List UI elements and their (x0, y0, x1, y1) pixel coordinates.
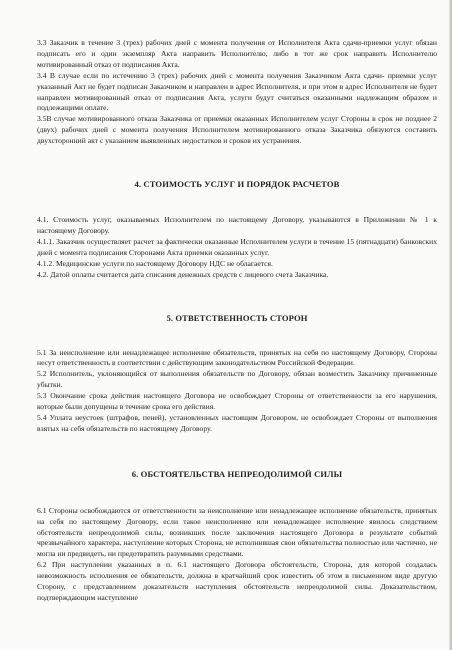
clause-3-4: 3.4 В случае если по истечению 3 (трех) рабочих дней с момента получения Заказчиком Акта сдачи- приемки услуг указанный Акт не будет подписан Заказчиком и направлен в адрес Исполнителя, и при этом в адрес Исполнителя не будет направлен мотивированный отказ от подписания Акта, услуги будут считаться оказанными надлежащим образом и подлежащими оплате. (37, 70, 437, 113)
clause-5-2: 5.2 Исполнитель, уклоняющийся от выполнения обязательств по Договору, обязан возместить Заказчику причиненные убытки. (37, 369, 437, 390)
clause-4-1-1: 4.1.1. Заказчик осуществляет расчет за фактически оказанные Исполнителем услуги в течение 15 (пятнадцати) банковских дней с момента подписания Сторонами Акта приемки оказанных услуг. (37, 236, 437, 257)
clause-6-2: 6.2 При наступлении указанных в п. 6.1 настоящего Договора обстоятельств, Сторона, для которой создалась невозможность исполнения ее обязательств, должна в кратчайший срок известить об этом в письменном виде другую Сторону, с представлением доказательств наступления обстоятельств непреодолимой силы. Доказательством, подтверждающим наступление (37, 560, 437, 602)
section-5-title: 5. ОТВЕТСТВЕННОСТЬ СТОРОН (166, 312, 308, 323)
clause-4-1: 4.1. Стоимость услуг, оказываемых Исполнителем по настоящему Договору, указываются в Приложении № 1 к настоящему Договору. (37, 215, 437, 235)
clause-5-3: 5.3 Окончание срока действия настоящего Договора не освобождает Стороны от ответственности за его нарушения, которые были допущены в течение срока его действия. (37, 391, 437, 412)
section-6-title: 6. ОБСТОЯТЕЛЬСТВА НЕПРЕОДОЛИМОЙ СИЛЫ (131, 468, 343, 479)
clause-4-1-2: 4.1.2. Медицинские услуги по настоящему Договору НДС не облагается. (37, 258, 273, 268)
clause-3-3: 3.3 Заказчик в течение 3 (трех) рабочих дней с момента получения от Исполнителя Акта сдачи-приемки услуг обязан подписать его и один экземпляр Акта направить Исполнителю, либо в тот же срок направить Исполнителю мотивированный отказ от подписания Акта. (37, 38, 437, 69)
clause-6-1: 6.1 Стороны освобождаются от ответственности за неисполнение или ненадлежащее исполнение обязательств, принятых на себя по настоящему Договору, если такое неисполнение или ненадлежащее исполнение явилось следствием обстоятельств непреодолимой силы, возникших после заключения настоящего Договора в результате событий чрезвычайного характера, наступление которых Сторона, не исполнившая свои обязательства полностью или частично, не могла ни предвидеть, ни предотвратить разумными средствами. (37, 505, 437, 559)
section-4-title: 4. СТОИМОСТЬ УСЛУГ И ПОРЯДОК РАСЧЕТОВ (134, 179, 340, 190)
clause-4-2: 4.2. Датой оплаты считается дата списания денежных средств с лицевого счета Заказчика. (37, 269, 329, 279)
clause-5-4: 5.4 Уплата неустоек (штрафов, пеней), установленных настоящим Договором, не освобождает Стороны от выполнения взятых на себя обязательств по настоящему Договору. (37, 412, 437, 433)
clause-3-5: 3.5В случае мотивированного отказа Заказчика от приемки оказанных Исполнителем услуг Стороны в срок не позднее 2 (двух) рабочих дней с момента получения Исполнителем мотивированного отказа Заказчика обязуются составить двухсторонний акт с указанием выявленных недостатков и сроков их устранения. (37, 114, 437, 146)
clause-5-1: 5.1 За неисполнение или ненадлежащее исполнение обязательств, принятых на себя по настоящему Договору, Стороны несут ответственность в соответствии с действующим законодательством Российской Федерации. (37, 347, 437, 368)
